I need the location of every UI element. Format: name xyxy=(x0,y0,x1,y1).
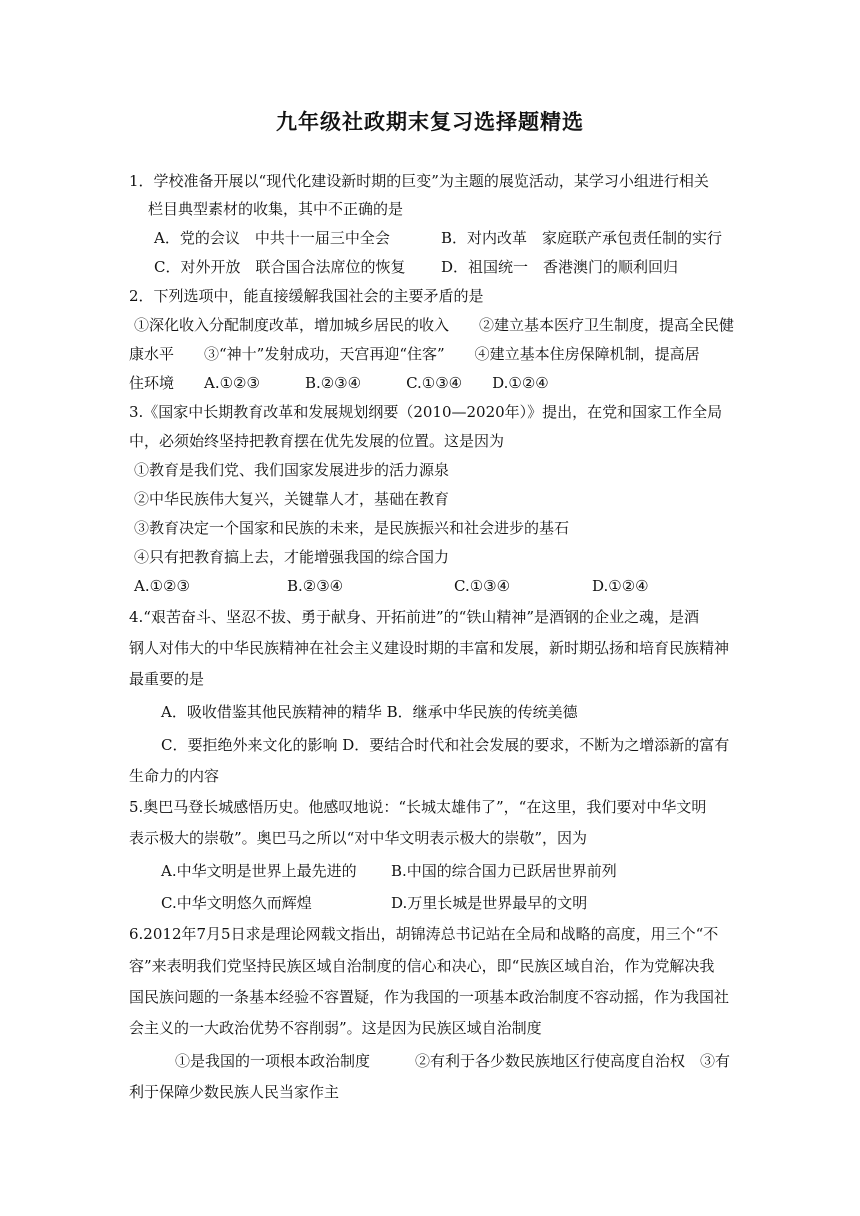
question-5-line-1: 5.奥巴马登长城感悟历史。他感叹地说：“长城太雄伟了”，“在这里，我们要对中华文明 xyxy=(129,798,707,816)
question-4-line-1: 4.“艰苦奋斗、坚忍不拔、勇于献身、开拓前进”的“铁山精神”是酒钢的企业之魂，是酒 xyxy=(129,608,699,626)
question-3-option-b: B.②③④ xyxy=(287,577,344,595)
question-3-line-2: 中，必须始终坚持把教育摆在优先发展的位置。这是因为 xyxy=(129,432,505,450)
question-6-line-1: 6.2012年7月5日求是理论网载文指出，胡锦涛总书记站在全局和战略的高度，用三个“不 xyxy=(129,925,719,943)
question-3-option-a: A.①②③ xyxy=(134,577,190,595)
question-2-line-3: 康水平 ③“神十”发射成功，天宫再迎“住客” ④建立基本住房保障机制，提高居 xyxy=(129,345,700,363)
question-5-option-d: D.万里长城是世界最早的文明 xyxy=(391,894,588,912)
question-3-item-2: ②中华民族伟大复兴，关键靠人才，基础在教育 xyxy=(134,490,450,508)
question-1-option-c: C．对外开放 联合国合法席位的恢复 xyxy=(154,258,406,276)
question-1-option-b: B．对内改革 家庭联产承包责任制的实行 xyxy=(441,229,723,247)
question-6-line-4: 会主义的一大政治优势不容削弱”。这是因为民族区域自治制度 xyxy=(129,1019,542,1037)
question-6-line-2: 容”来表明我们党坚持民族区域自治制度的信心和决心，即“民族区域自治，作为党解决我 xyxy=(129,957,715,975)
question-6-line-3: 国民族问题的一条基本经验不容置疑，作为我国的一项基本政治制度不容动摇，作为我国社 xyxy=(129,988,730,1006)
question-4-option-d-cont: 生命力的内容 xyxy=(129,767,220,785)
question-4-line-2: 钢人对伟大的中华民族精神在社会主义建设时期的丰富和发展，新时期弘扬和培育民族精神 xyxy=(129,639,730,657)
question-5-option-b: B.中国的综合国力已跃居世界前列 xyxy=(391,862,617,880)
question-4-line-3: 最重要的是 xyxy=(129,670,205,688)
question-3-option-c: C.①③④ xyxy=(454,577,511,595)
question-3-option-d: D.①②④ xyxy=(592,577,649,595)
question-2-line-4: 住环境 A.①②③ B.②③④ C.①③④ D.①②④ xyxy=(129,374,549,392)
question-1-option-a: A．党的会议 中共十一届三中全会 xyxy=(154,229,390,247)
page-title: 九年级社政期末复习选择题精选 xyxy=(276,109,584,134)
question-4-option-cd: C．要拒绝外来文化的影响 D．要结合时代和社会发展的要求，不断为之增添新的富有 xyxy=(161,736,730,754)
question-3-item-3: ③教育决定一个国家和民族的未来，是民族振兴和社会进步的基石 xyxy=(134,519,570,537)
question-2-line-1: 2．下列选项中，能直接缓解我国社会的主要矛盾的是 xyxy=(129,287,484,305)
question-4-option-ab: A．吸收借鉴其他民族精神的精华 B．继承中华民族的传统美德 xyxy=(161,703,578,721)
question-1-option-d: D．祖国统一 香港澳门的顺利回归 xyxy=(441,258,679,276)
question-6-item-line-1: ①是我国的一项根本政治制度 ②有利于各少数民族地区行使高度自治权 ③有 xyxy=(175,1052,731,1070)
question-3-line-1: 3.《国家中长期教育改革和发展规划纲要（2010—2020年）》提出，在党和国家工作全局 xyxy=(129,403,723,421)
question-5-line-2: 表示极大的崇敬”。奥巴马之所以“对中华文明表示极大的崇敬”，因为 xyxy=(129,829,588,847)
question-5-option-a: A.中华文明是世界上最先进的 xyxy=(161,862,357,880)
question-2-line-2: ①深化收入分配制度改革，增加城乡居民的收入 ②建立基本医疗卫生制度，提高全民健 xyxy=(134,316,735,334)
question-3-item-1: ①教育是我们党、我们国家发展进步的活力源泉 xyxy=(134,461,450,479)
question-6-item-line-2: 利于保障少数民族人民当家作主 xyxy=(129,1083,340,1101)
question-3-item-4: ④只有把教育搞上去，才能增强我国的综合国力 xyxy=(134,548,450,566)
question-5-option-c: C.中华文明悠久而辉煌 xyxy=(161,894,312,912)
question-1-line-1: 1．学校准备开展以“现代化建设新时期的巨变”为主题的展览活动，某学习小组进行相关 xyxy=(129,172,709,190)
question-1-line-2: 栏目典型素材的收集，其中不正确的是 xyxy=(148,200,404,218)
